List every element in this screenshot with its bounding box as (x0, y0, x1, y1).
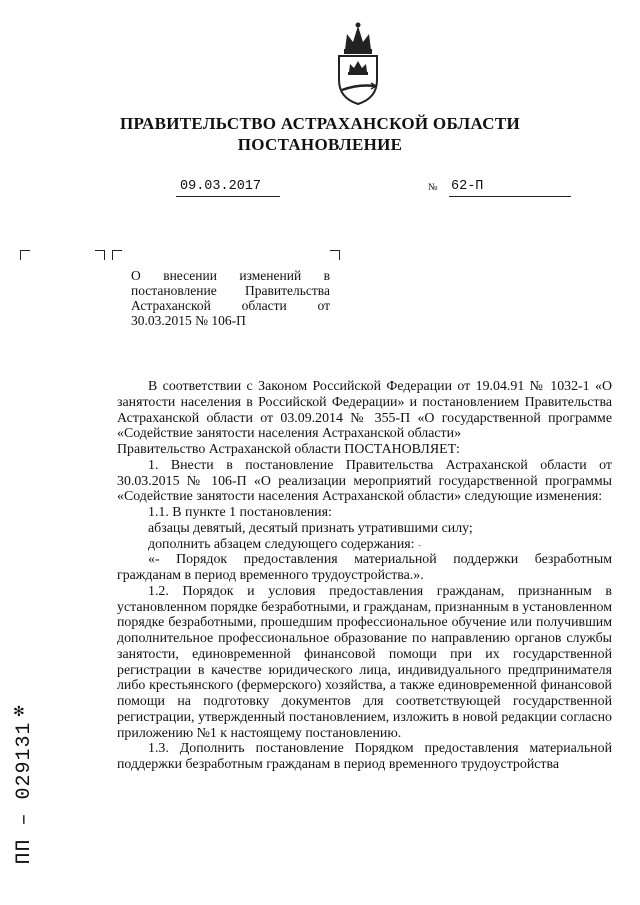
body-paragraph: 1.1. В пункте 1 постановления: (148, 505, 332, 520)
body-paragraph: В соответствии с Законом Российской Федерации от 19.04.91 № 1032-1 «О занятости населения в Российской Федерации» и постановлением Правительства Астраханской области от 03.09.2014 № 355-П «О государственной программе «Содействие занятости населения Астраханской области» (117, 379, 612, 442)
corner-mark-mid-left (95, 250, 105, 260)
document-date: 09.03.2017 (176, 179, 280, 197)
corner-mark-left (20, 250, 30, 260)
registration-stamp (3, 700, 43, 892)
body-paragraph: 1.2. Порядок и условия предоставления гражданам, признанным в установленном порядке безработными, и гражданам, признанным в установленном порядке безработными, прошедшим профессиональное обучение или получившим дополнительное профессиональное образование по направлению органов службы занятости, единовременной финансовой помощи при их государственной регистрации в качестве юридического лица, индивидуального предпринимателя либо крестьянского (фермерского) хозяйства, а также единовременной финансовой помощи на подготовку документов для соответствующей государственной регистрации, утвержденный постановлением, изложить в новой редакции согласно приложению №1 к настоящему постановлению. (117, 583, 612, 741)
document-number: 62-П (449, 179, 571, 197)
org-title: ПРАВИТЕЛЬСТВО АСТРАХАНСКОЙ ОБЛАСТИ (120, 114, 520, 133)
body-paragraph: «- Порядок предоставления материальной поддержки безработным гражданам в период временного трудоустройства.». (117, 552, 612, 583)
corner-mark-mid-right (112, 250, 122, 260)
body-paragraph: 1.3. Дополнить постановление Порядком предоставления материальной поддержки безработным гражданам в период временного трудоустройства (117, 741, 612, 772)
body-paragraph: дополнить абзацем следующего содержания: (148, 536, 415, 552)
document-body (117, 379, 612, 773)
stamp-number: ПП – 029131 (13, 721, 36, 865)
asterisk-icon: ✻ (13, 705, 25, 720)
document-subject: О внесении изменений в постановление Правительства Астраханской области от 30.03.2015 № 106-П (131, 268, 330, 328)
scan-mark: ˎ (418, 536, 422, 547)
number-sign: № (428, 182, 438, 193)
body-paragraph: абзацы девятый, десятый признать утратившими силу; (148, 520, 473, 536)
corner-mark-right (330, 250, 340, 260)
body-paragraph: 1. Внести в постановление Правительства Астраханской области от 30.03.2015 № 106-П «О реализации мероприятий государственной программы «Содействие занятости населения Астраханской области» следующие изменения: (117, 457, 612, 505)
document-type: ПОСТАНОВЛЕНИЕ (237, 135, 403, 154)
body-paragraph: Правительство Астраханской области ПОСТАНОВЛЯЕТ: (117, 442, 460, 457)
coat-of-arms-emblem (327, 20, 389, 106)
